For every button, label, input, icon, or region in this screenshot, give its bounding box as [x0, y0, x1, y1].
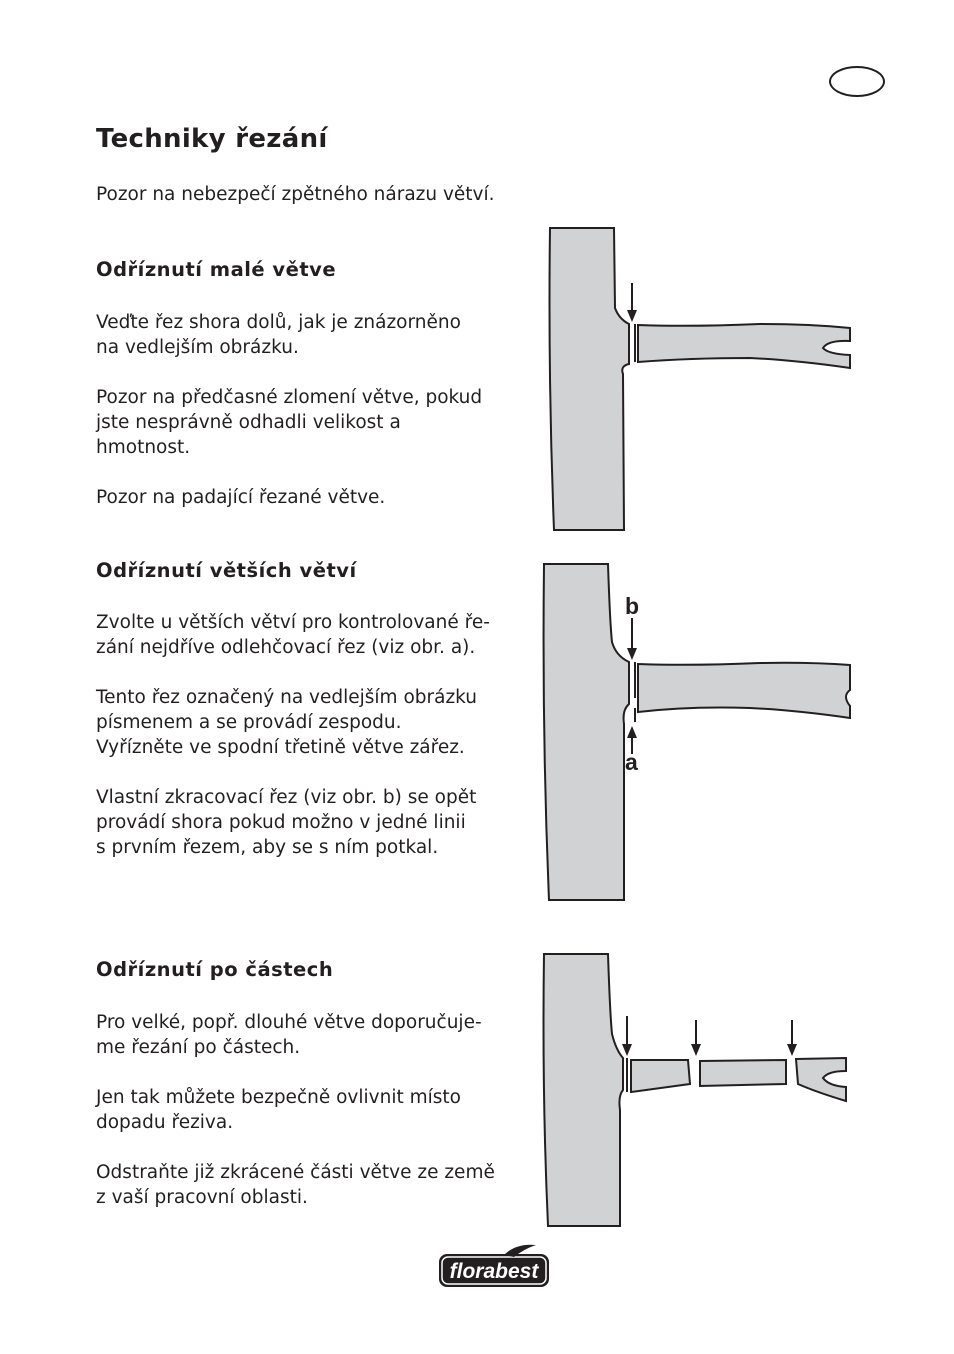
small-branch-illustration — [540, 228, 860, 530]
paragraph: Pozor na předčasné zlomení větve, pokud jste nesprávně odhadli velikost a hmotnost. — [96, 387, 483, 458]
paragraph: Pro velké, popř. dlouhé větve doporučuje- me řezání po částech. — [96, 1012, 482, 1058]
paragraph: Vlastní zkracovací řez (viz obr. b) se opět provádí shora pokud možno v jedné linii s prvním řezem, aby se s ním potkal. — [96, 787, 477, 858]
branch — [638, 324, 850, 368]
section-heading-in-parts: Odříznutí po částech — [96, 958, 334, 981]
trunk — [550, 228, 630, 530]
paragraph: Tento řez označený na vedlejším obrázku písmenem a se provádí zespodu. Vyřízněte ve spodní třetině větve zářez. — [96, 687, 478, 758]
language-badge — [829, 66, 885, 97]
label-b: b — [625, 593, 640, 619]
section-body-in-parts — [96, 1010, 496, 1235]
paragraph: Veďte řez shora dolů, jak je znázorněno na vedlejším obrázku. — [96, 312, 461, 358]
cut-in-parts-illustration — [540, 954, 860, 1226]
section-heading-larger-branches: Odříznutí větších větví — [96, 559, 357, 582]
page-title: Techniky řezání — [96, 124, 328, 154]
section-body-larger-branches — [96, 610, 496, 885]
down-arrow-icon — [627, 618, 637, 660]
branch-segment-3 — [796, 1058, 846, 1101]
florabest-logo — [436, 1243, 552, 1295]
logo-text: florabest — [449, 1260, 539, 1283]
larger-branch-illustration — [540, 564, 860, 900]
paragraph: Jen tak můžete bezpečně ovlivnit místo dopadu řeziva. — [96, 1087, 461, 1133]
trunk — [544, 954, 624, 1226]
paragraph: Odstraňte již zkrácené části větve ze země z vaší pracovní oblasti. — [96, 1162, 495, 1208]
down-arrow-icon — [627, 283, 637, 322]
branch — [638, 663, 850, 718]
section-heading-small-branch: Odříznutí malé větve — [96, 258, 337, 281]
logo-mark — [436, 1243, 552, 1291]
branch-segment-2 — [700, 1060, 786, 1086]
intro-text: Pozor na nebezpečí zpětného nárazu větví. — [96, 184, 495, 205]
figure-cut-in-parts — [540, 954, 860, 1226]
figure-small-branch-cut — [540, 228, 860, 530]
figure-larger-branch-cut — [540, 564, 860, 900]
paragraph: Pozor na padající řezané větve. — [96, 487, 386, 508]
label-a: a — [625, 749, 638, 775]
down-arrow-icon — [622, 1016, 632, 1056]
paragraph: Zvolte u větších větví pro kontrolované ře- zání nejdříve odlehčovací řez (viz obr. a). — [96, 612, 490, 658]
down-arrow-icon — [691, 1020, 701, 1056]
down-arrow-icon — [787, 1020, 797, 1056]
section-body-small-branch — [96, 310, 496, 535]
trunk — [544, 564, 629, 900]
branch-segment-1 — [631, 1060, 690, 1092]
